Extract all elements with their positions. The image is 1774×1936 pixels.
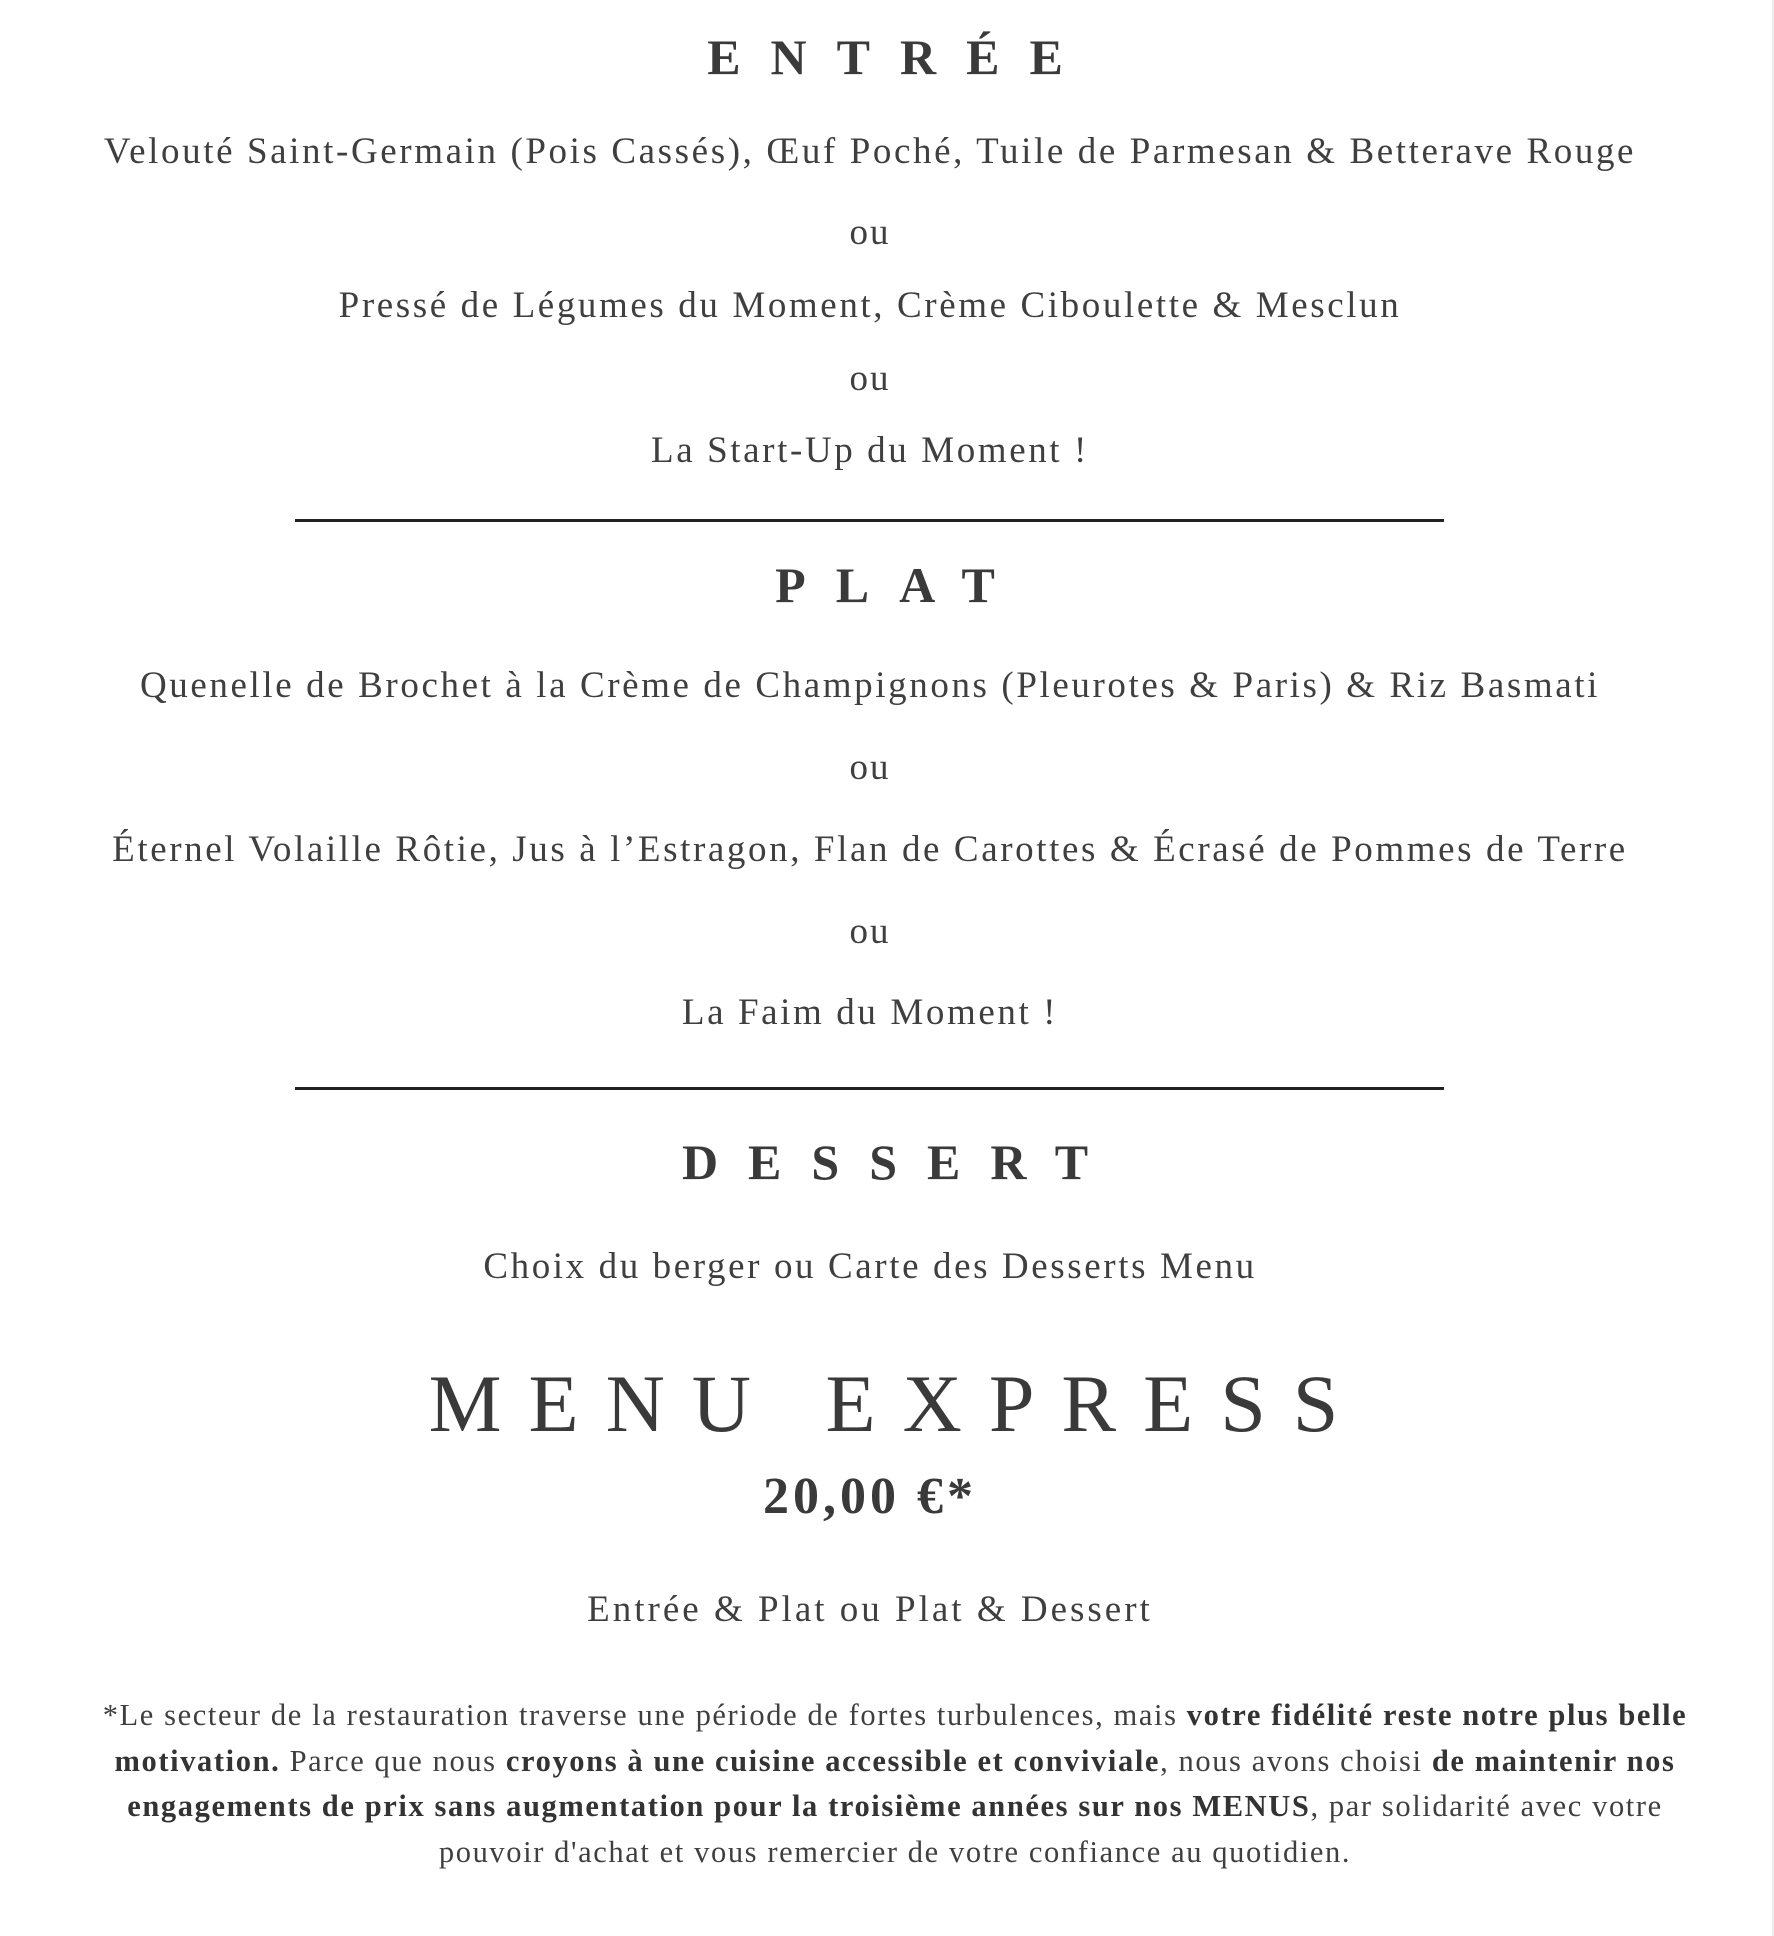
plat-separator-1: ou <box>849 747 891 788</box>
entree-item-3: La Start-Up du Moment ! <box>651 430 1089 471</box>
entree-separator-2: ou <box>849 358 891 399</box>
dessert-item-1: Choix du berger ou Carte des Desserts Menu <box>483 1246 1257 1287</box>
entree-separator-1: ou <box>849 212 891 253</box>
entree-heading: ENTRÉE <box>707 29 1093 85</box>
plat-heading: PLAT <box>775 557 1025 613</box>
menu-formula: Entrée & Plat ou Plat & Dessert <box>587 1589 1153 1630</box>
solidarity-note <box>95 1693 1695 1875</box>
plat-item-1: Quenelle de Brochet à la Crème de Champignons (Pleurotes & Paris) & Riz Basmati <box>139 665 1601 706</box>
note-text-4: , par solidarité avec votre pouvoir d'achat et vous remercier de votre confiance au quotidien. <box>438 1789 1663 1869</box>
plat-item-2: Éternel Volaille Rôtie, Jus à l’Estragon, Flan de Carottes & Écrasé de Pommes de Terre <box>112 829 1628 870</box>
note-text-3: , nous avons choisi <box>1160 1743 1432 1778</box>
note-text-1: *Le secteur de la restauration traverse une période de fortes turbulences, mais <box>102 1698 1187 1732</box>
note-bold-3: de maintenir nos engagements de prix sans augmentation pour la troisième années sur nos MENUS <box>127 1743 1676 1823</box>
note-text-2: Parce que nous <box>280 1743 506 1778</box>
divider-plat-dessert <box>295 1087 1444 1090</box>
dessert-heading: DESSERT <box>681 1134 1119 1190</box>
note-bold-1: votre fidélité reste notre plus belle motivation. <box>114 1698 1688 1778</box>
plat-separator-2: ou <box>849 911 891 952</box>
menu-title: MENU EXPRESS <box>428 1358 1366 1449</box>
entree-item-2: Pressé de Légumes du Moment, Crème Ciboulette & Mesclun <box>338 285 1402 326</box>
plat-item-3: La Faim du Moment ! <box>681 992 1059 1033</box>
menu-price: 20,00 €* <box>763 1468 977 1525</box>
note-bold-2: croyons à une cuisine accessible et conviviale <box>505 1743 1161 1778</box>
divider-entree-plat <box>295 519 1444 522</box>
entree-item-1: Velouté Saint-Germain (Pois Cassés), Œuf Poché, Tuile de Parmesan & Betterave Rouge <box>103 131 1637 172</box>
